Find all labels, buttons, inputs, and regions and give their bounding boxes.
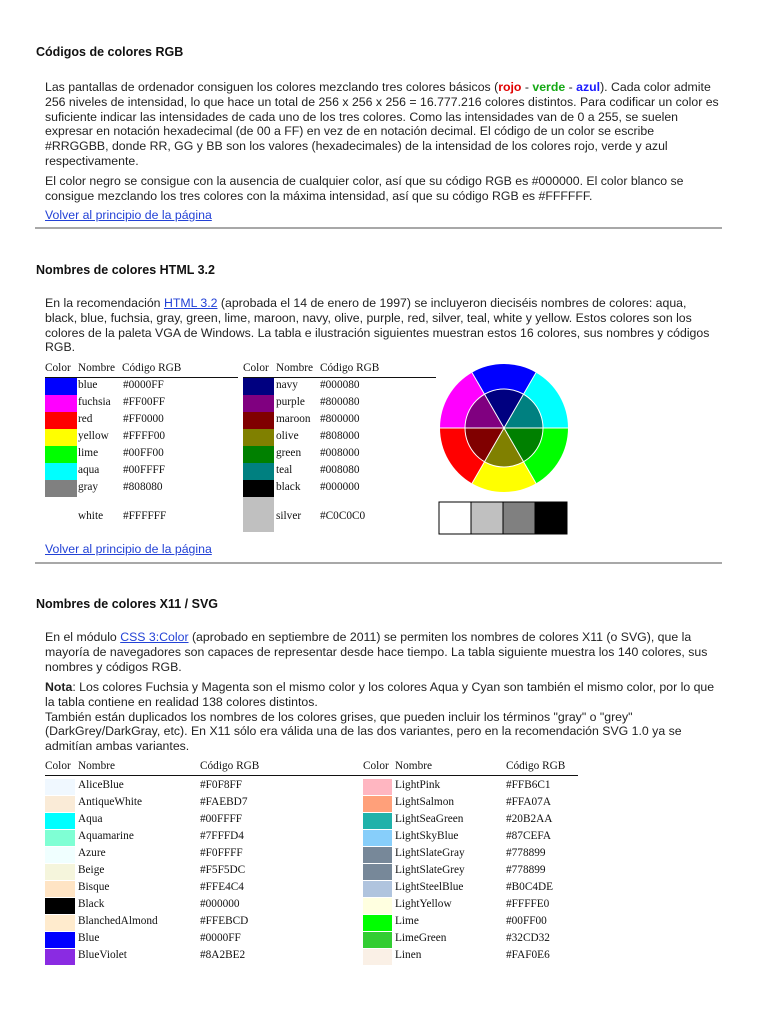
color-code: #000080 — [320, 379, 360, 391]
color-name: purple — [276, 396, 305, 408]
color-swatch — [243, 395, 274, 412]
color-code: #FAF0E6 — [506, 949, 550, 961]
color-swatch — [363, 881, 392, 897]
color-swatch — [243, 480, 274, 497]
color-code: #000000 — [200, 898, 240, 910]
color-code: #FAEBD7 — [200, 796, 248, 808]
col-header-codigo: Código RGB — [122, 362, 182, 374]
color-swatch — [243, 497, 274, 532]
color-code: #000000 — [320, 481, 360, 493]
html32-section-title: Nombres de colores HTML 3.2 — [36, 263, 215, 277]
color-name: silver — [276, 510, 302, 522]
rgb-black-white-paragraph: El color negro se consigue con la ausencia de cualquier color, así que su código RGB es #000000. El color blanco se consigue mezclando los tres colores con la máxima intensidad, así que su código RGB es #FFFFFF. — [45, 174, 684, 203]
color-name: LimeGreen — [395, 932, 447, 944]
gray-swatch — [535, 502, 567, 534]
color-swatch — [243, 429, 274, 446]
html32-link[interactable]: HTML 3.2 — [163, 296, 218, 310]
color-swatch — [243, 378, 274, 395]
color-code: #20B2AA — [506, 813, 553, 825]
x11-color-table-right — [363, 760, 578, 965]
color-swatch — [45, 395, 77, 412]
color-code: #F5F5DC — [200, 864, 246, 876]
section-divider — [35, 562, 722, 564]
color-name: maroon — [276, 413, 311, 425]
back-to-top-link-2[interactable]: Volver al principio de la página — [45, 542, 212, 556]
azul-word: azul — [576, 80, 601, 94]
color-swatch — [45, 898, 75, 914]
color-name: Blue — [78, 932, 100, 944]
x11-color-table-left — [45, 760, 363, 965]
color-swatch — [45, 429, 77, 446]
color-name: blue — [78, 379, 98, 391]
color-swatch — [45, 847, 75, 863]
color-name: teal — [276, 464, 293, 476]
col-header-codigo: Código RGB — [506, 760, 566, 772]
verde-word: verde — [532, 80, 566, 94]
gray-scale-strip — [438, 501, 568, 535]
col-header-color: Color — [243, 362, 269, 374]
color-name: yellow — [78, 430, 109, 442]
color-code: #FFE4C4 — [200, 881, 244, 893]
color-swatch — [363, 813, 392, 829]
color-swatch — [45, 446, 77, 463]
color-swatch — [45, 480, 77, 497]
color-name: Linen — [395, 949, 422, 961]
col-header-nombre: Nombre — [78, 760, 116, 772]
gray-swatch — [439, 502, 471, 534]
color-code: #7FFFD4 — [200, 830, 244, 842]
color-name: fuchsia — [78, 396, 111, 408]
color-code: #008000 — [320, 447, 360, 459]
color-name: navy — [276, 379, 298, 391]
color-code: #800000 — [320, 413, 360, 425]
color-name: LightSeaGreen — [395, 813, 464, 825]
color-name: white — [78, 510, 104, 522]
color-swatch — [45, 949, 75, 965]
color-name: Aqua — [78, 813, 103, 825]
color-swatch — [45, 378, 77, 395]
color-code: #FFFFE0 — [506, 898, 550, 910]
color-code: #FFFFFF — [123, 510, 167, 522]
color-swatch — [45, 497, 77, 532]
color-code: #0000FF — [200, 932, 241, 944]
col-header-nombre: Nombre — [78, 362, 116, 374]
color-code: #C0C0C0 — [320, 510, 366, 522]
col-header-color: Color — [363, 760, 389, 772]
color-swatch — [243, 412, 274, 429]
color-name: black — [276, 481, 301, 493]
color-name: LightSkyBlue — [395, 830, 459, 842]
color-code: #00FFFF — [200, 813, 243, 825]
x11-note-paragraph: Nota: Los colores Fuchsia y Magenta son el mismo color y los colores Aqua y Cyan son también el mismo color, por lo que la tabla contiene en realidad 138 colores distintos. También están duplicados los nombres de los colores grises, que pueden incluir los términos "gray" o "grey" (DarkGrey/DarkGray, etc). En X11 sólo era válida una de las dos variantes, pero en la recomendación SVG 1.0 ya se admitían ambas variantes. — [45, 680, 715, 754]
x11-intro-paragraph: En el módulo CSS 3:Color (aprobado en septiembre de 2011) se permiten los nombres de colores X11 (o SVG), que la mayoría de navegadores son capaces de representar desde hace tiempo. La tabla siguiente muestra los 140 colores, sus nombres y códigos RGB. — [45, 630, 708, 674]
color-swatch — [45, 915, 75, 931]
color-name: green — [276, 447, 302, 459]
x11-section-title: Nombres de colores X11 / SVG — [36, 597, 219, 611]
color-name: LightSalmon — [395, 796, 454, 808]
back-to-top-link-1[interactable]: Volver al principio de la página — [45, 208, 212, 222]
color-swatch — [363, 864, 392, 880]
color-name: LightSteelBlue — [395, 881, 464, 893]
col-header-color: Color — [45, 362, 71, 374]
color-code: #FFFF00 — [123, 430, 166, 442]
gray-swatch — [471, 502, 503, 534]
color-wheel — [440, 362, 568, 494]
color-code: #778899 — [506, 847, 546, 859]
color-name: Aquamarine — [78, 830, 134, 842]
color-swatch — [243, 463, 274, 480]
color-name: Black — [78, 898, 105, 910]
header-underline — [363, 775, 578, 776]
color-code: #FF0000 — [123, 413, 164, 425]
color-swatch — [45, 932, 75, 948]
color-code: #0000FF — [123, 379, 164, 391]
color-swatch — [363, 830, 392, 846]
color-code: #808000 — [320, 430, 360, 442]
col-header-color: Color — [45, 760, 71, 772]
col-header-codigo: Código RGB — [320, 362, 380, 374]
color-swatch — [363, 847, 392, 863]
color-swatch — [45, 796, 75, 812]
section-divider — [35, 227, 722, 229]
color-swatch — [363, 949, 392, 965]
color-name: gray — [78, 481, 99, 493]
color-swatch — [363, 779, 392, 795]
html32-color-table-left — [45, 362, 238, 532]
color-code: #00FFFF — [123, 464, 166, 476]
col-header-nombre: Nombre — [395, 760, 433, 772]
color-name: Beige — [78, 864, 105, 876]
color-code: #32CD32 — [506, 932, 550, 944]
color-code: #00FF00 — [506, 915, 547, 927]
color-name: LightYellow — [395, 898, 452, 910]
color-name: BlanchedAlmond — [78, 915, 158, 927]
color-swatch — [45, 813, 75, 829]
color-swatch — [363, 796, 392, 812]
color-swatch — [45, 412, 77, 429]
html32-intro-paragraph: En la recomendación HTML 3.2 (aprobada el 14 de enero de 1997) se incluyeron dieciséis nombres de colores: aqua, black, blue, fuchsia, gray, green, lime, maroon, navy, olive, purple, red, silver, teal, white y yellow. Estos colores son los colores de la paleta VGA de Windows. La tabla e ilustración siguientes muestran estos 16 colores, sus nombres y códigos RGB. — [45, 296, 710, 355]
color-name: Lime — [395, 915, 419, 927]
note-label: Nota — [45, 680, 73, 694]
gray-swatch — [503, 502, 535, 534]
html32-color-table-right — [243, 362, 436, 532]
color-code: #778899 — [506, 864, 546, 876]
color-name: LightSlateGray — [395, 847, 465, 859]
color-name: AliceBlue — [78, 779, 124, 791]
color-code: #008080 — [320, 464, 360, 476]
color-name: olive — [276, 430, 299, 442]
color-code: #8A2BE2 — [200, 949, 246, 961]
color-swatch — [363, 915, 392, 931]
color-swatch — [45, 463, 77, 480]
color-code: #00FF00 — [123, 447, 164, 459]
header-underline — [45, 775, 363, 776]
color-code: #B0C4DE — [506, 881, 554, 893]
color-code: #FFB6C1 — [506, 779, 551, 791]
color-swatch — [45, 864, 75, 880]
color-swatch — [45, 830, 75, 846]
color-swatch — [363, 932, 392, 948]
color-swatch — [45, 881, 75, 897]
color-code: #F0F8FF — [200, 779, 243, 791]
css3-color-link[interactable]: CSS 3:Color — [120, 630, 189, 644]
color-code: #F0FFFF — [200, 847, 243, 859]
color-name: aqua — [78, 464, 100, 476]
color-code: #FFEBCD — [200, 915, 249, 927]
rgb-intro-paragraph: Las pantallas de ordenador consiguen los colores mezclando tres colores básicos (rojo - verde - azul). Cada color admite 256 niveles de intensidad, lo que hace un total de 256 x 256 x 256 = 16.777.216 colores distintos. Para codificar un color es suficiente indicar las intensidades de cada uno de los tres colores. Como las intensidades van de 0 a 255, se suelen expresar en notación hexadecimal (de 00 a FF) en vez de en notación decimal. El código de un color se escribe #RRGGBB, donde RR, GG y BB son los valores (hexadecimales) de la intensidad de los colores rojo, verde y azul respectivamente. — [45, 80, 719, 168]
col-header-codigo: Código RGB — [200, 760, 260, 772]
color-name: Azure — [78, 847, 106, 859]
color-swatch — [45, 779, 75, 795]
color-code: #87CEFA — [506, 830, 551, 842]
color-code: #FFA07A — [506, 796, 551, 808]
color-name: LightPink — [395, 779, 441, 791]
color-name: AntiqueWhite — [78, 796, 142, 808]
color-name: LightSlateGrey — [395, 864, 465, 876]
color-swatch — [363, 898, 392, 914]
color-code: #FF00FF — [123, 396, 166, 408]
color-name: red — [78, 413, 93, 425]
color-name: BlueViolet — [78, 949, 127, 961]
color-name: lime — [78, 447, 99, 459]
col-header-nombre: Nombre — [276, 362, 314, 374]
color-name: Bisque — [78, 881, 110, 893]
color-code: #800080 — [320, 396, 360, 408]
rojo-word: rojo — [498, 80, 522, 94]
rgb-section-title: Códigos de colores RGB — [36, 45, 184, 59]
color-swatch — [243, 446, 274, 463]
color-code: #808080 — [123, 481, 163, 493]
